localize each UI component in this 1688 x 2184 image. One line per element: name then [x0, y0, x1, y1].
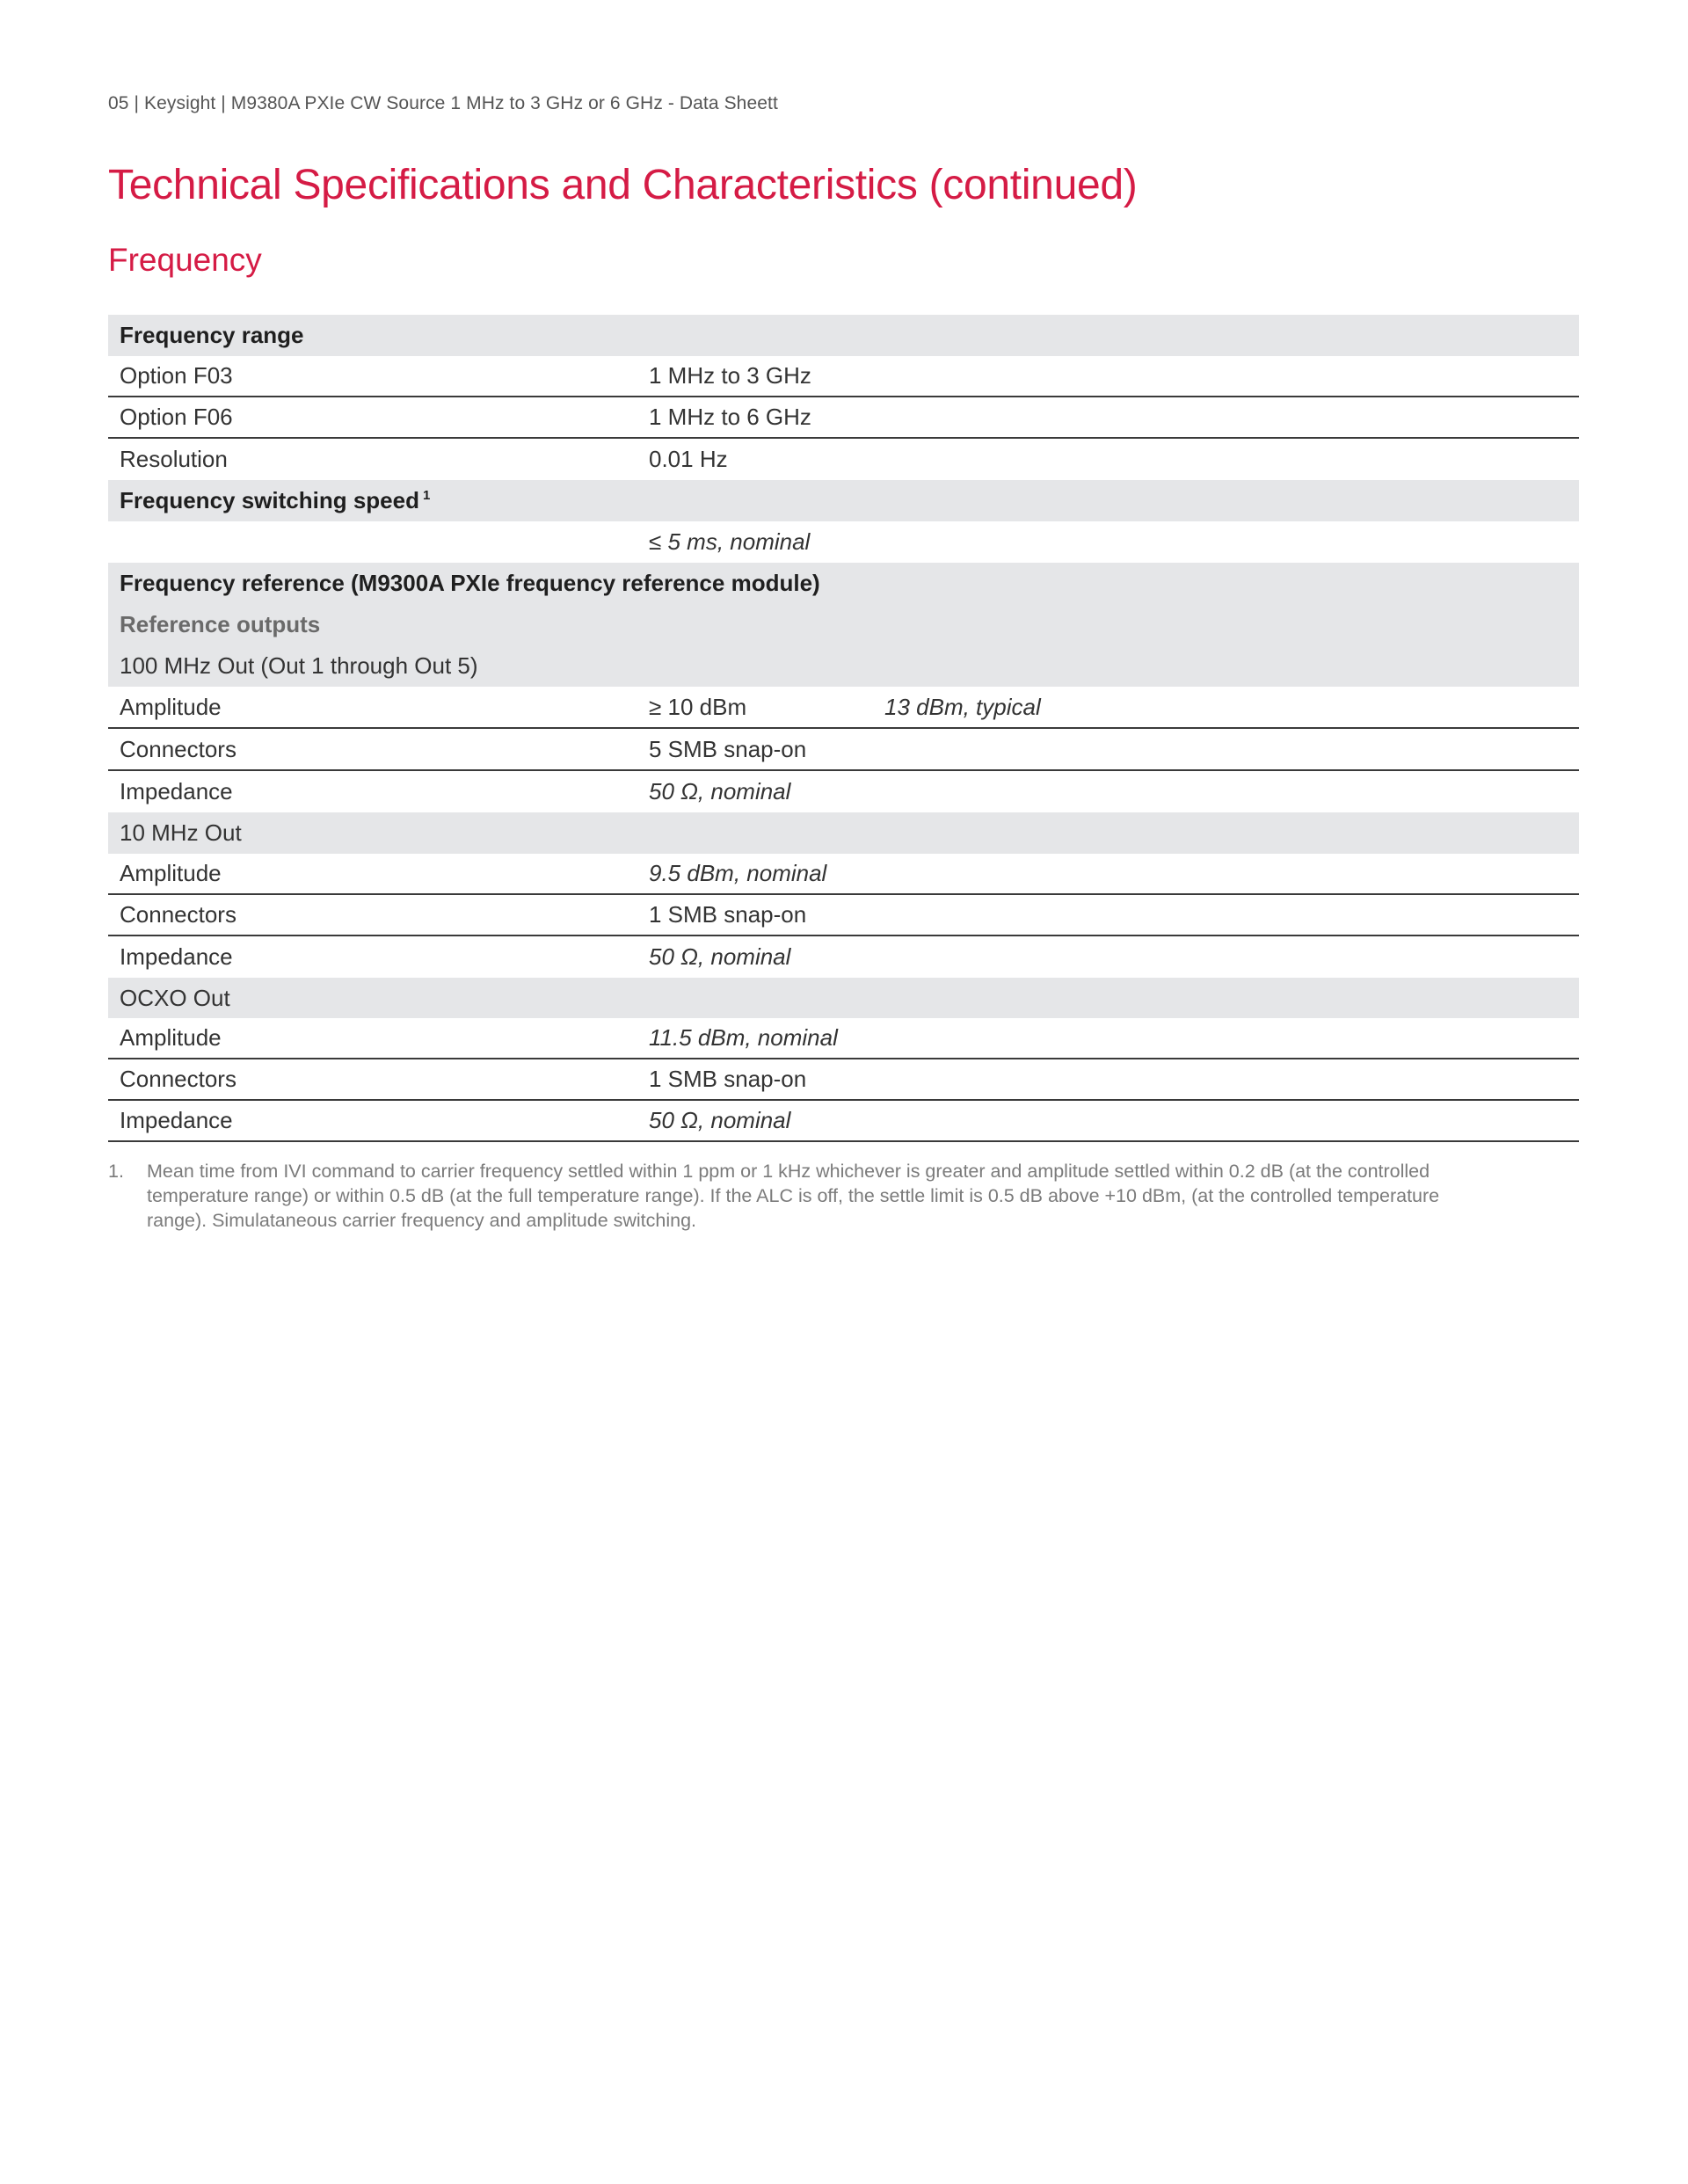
table-row [108, 1101, 1579, 1142]
table-row [108, 854, 1579, 895]
spec-label: Connectors [120, 1066, 236, 1092]
table-row [108, 1059, 1579, 1101]
spec-value: 1 MHz to 6 GHz [649, 404, 811, 430]
group-heading: Frequency range [120, 322, 304, 348]
spec-value: 5 SMB snap-on [649, 735, 807, 762]
table-row [108, 1018, 1579, 1059]
table-row [108, 729, 1579, 771]
group-heading: Frequency switching speed $^1$ [120, 487, 431, 513]
table-row [108, 397, 1579, 439]
table-row [108, 563, 1579, 604]
subgroup-label: 100 MHz Out (Out 1 through Out 5) [120, 652, 478, 679]
spec-typical: 13 dBm, typical [884, 693, 1041, 720]
section-title: Frequency [108, 242, 262, 278]
footnote [108, 1159, 1480, 1233]
table-row [108, 895, 1579, 936]
spec-value: 1 SMB snap-on [649, 901, 807, 928]
spec-value: 50 Ω, nominal [649, 778, 791, 804]
spec-label: Amplitude [120, 1024, 222, 1051]
subgroup-label: 10 MHz Out [120, 819, 242, 846]
spec-label: Amplitude [120, 693, 222, 720]
spec-label: Connectors [120, 901, 236, 928]
spec-label: Impedance [120, 778, 233, 804]
group-heading: Frequency reference (M9300A PXIe frequency reference module) [120, 570, 820, 596]
table-row [108, 356, 1579, 397]
spec-label: Impedance [120, 943, 233, 970]
spec-value: 50 Ω, nominal [649, 943, 791, 970]
spec-label: Option F06 [120, 404, 233, 430]
page-header: 05 | Keysight | M9380A PXIe CW Source 1 MHz to 3 GHz or 6 GHz - Data Sheett [108, 93, 778, 113]
spec-value: 1 SMB snap-on [649, 1066, 807, 1092]
spec-label: Impedance [120, 1107, 233, 1133]
table-row [108, 978, 1579, 1018]
spec-value: 1 MHz to 3 GHz [649, 362, 811, 389]
footnote-number: 1. [108, 1161, 124, 1182]
spec-label: Option F03 [120, 362, 233, 389]
table-row [108, 936, 1579, 978]
spec-value: ≤ 5 ms, nominal [649, 528, 811, 555]
subgroup-heading: Reference outputs [120, 611, 321, 637]
footnote-text: Mean time from IVI command to carrier frequency settled within 1 ppm or 1 kHz whichever is greater and amplitude settled within 0.2 dB (at the controlled temperature range) or within 0.5 dB (at the full temperature range). If the ALC is off, the settle limit is 0.5 dB above +10 dBm, (at the controlled temperature range). Simulataneous carrier frequency and amplitude switching. [147, 1161, 1440, 1231]
spec-label: Amplitude [120, 860, 222, 886]
spec-value: 0.01 Hz [649, 446, 728, 472]
spec-value: ≥ 10 dBm [649, 693, 747, 720]
spec-table [108, 315, 1579, 1142]
table-row [108, 687, 1579, 729]
table-row [108, 480, 1579, 521]
subgroup-label: OCXO Out [120, 984, 230, 1011]
group-heading-text: Frequency switching speed [120, 487, 419, 513]
spec-label: Connectors [120, 735, 236, 762]
table-row [108, 604, 1579, 645]
page-title: Technical Specifications and Characteristics (continued) [108, 162, 1138, 208]
table-row [108, 315, 1579, 356]
spec-value: 11.5 dBm, nominal [649, 1024, 838, 1051]
table-row [108, 521, 1579, 563]
table-row [108, 645, 1579, 687]
table-row [108, 439, 1579, 480]
spec-label: Resolution [120, 446, 228, 472]
table-row [108, 771, 1579, 812]
spec-value: 9.5 dBm, nominal [649, 860, 827, 886]
spec-value: 50 Ω, nominal [649, 1107, 791, 1133]
table-row [108, 812, 1579, 854]
